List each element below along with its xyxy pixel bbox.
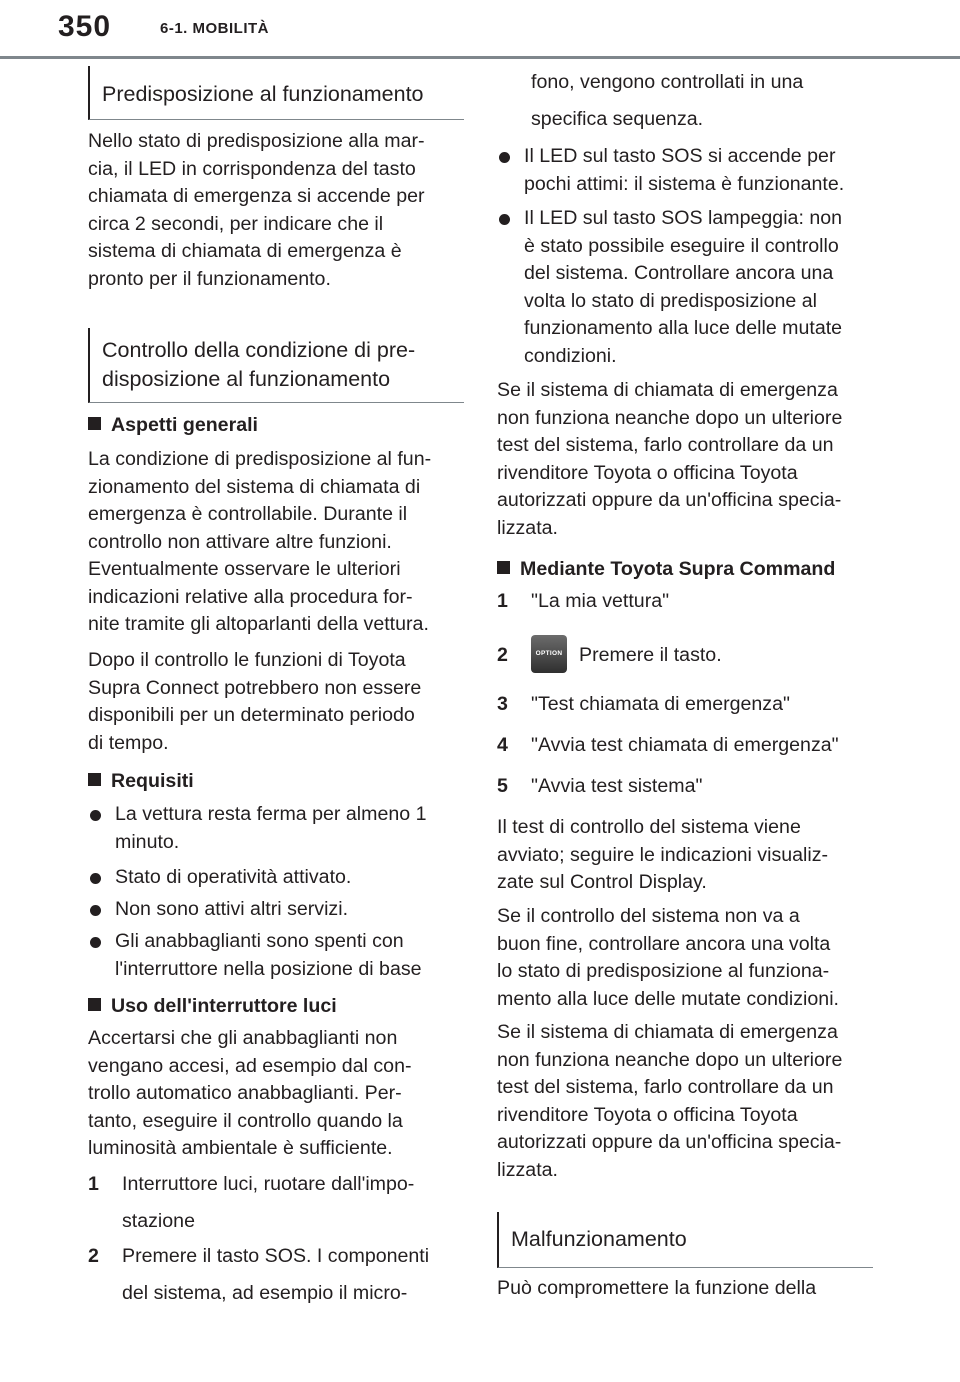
subheading-supra-command: Mediante Toyota Supra Command xyxy=(497,556,835,584)
paragraph-sos-non-funziona: Se il sistema di chiamata di emergenza non funziona neanche dopo un ulteriore test del sistema, farlo controllare da un rivenditore Toyota o officina Toyota autorizzati oppure da un'officina specia- lizzata. xyxy=(497,379,843,539)
subheading-interruttore-luci: Uso dell'interruttore luci xyxy=(88,993,337,1021)
heading-controllo: Controllo della condizione di pre- disposizione al funzionamento xyxy=(88,328,464,403)
step-number: 5 xyxy=(497,775,508,797)
list-item: Stato di operatività attivato. xyxy=(88,864,464,892)
bullet-dot-icon xyxy=(90,873,101,884)
step-number: 2 xyxy=(88,1245,99,1267)
square-bullet-icon xyxy=(88,998,101,1011)
paragraph-aspetti: La condizione di predisposizione al fun- zionamento del sistema di chiamata di emergenza è controllabile. Durante il controllo non attivare altre funzioni. Eventualmente osservare le ulteriori indicazioni relative alla procedura for- nite tramite gli altoparlanti della vettura. xyxy=(88,448,432,635)
step-number: 3 xyxy=(497,693,508,715)
header-divider xyxy=(0,56,960,59)
step-item: 1 Interruttore luci, ruotare dall'impo- stazione xyxy=(88,1166,464,1240)
paragraph-officina: Se il sistema di chiamata di emergenza non funziona neanche dopo un ulteriore test del sistema, farlo controllare da un rivenditore Toyota o officina Toyota autorizzati oppure da un'officina specia- lizzata. xyxy=(497,1021,843,1181)
step-number: 4 xyxy=(497,734,508,756)
step-item: 5 "Avvia test sistema" xyxy=(497,768,873,805)
paragraph-predisposizione: Nello stato di predisposizione alla mar- cia, il LED in corrispondenza del tasto chiamata di emergenza si accende per circa 2 secondi, per indicare che il sistema di chiamata di emergenza è pronto per il funzionamento. xyxy=(88,130,425,290)
list-item: Non sono attivi altri servizi. xyxy=(88,896,464,924)
bullet-dot-icon xyxy=(90,905,101,916)
step-item: 3 "Test chiamata di emergenza" xyxy=(497,686,873,723)
bullet-dot-icon xyxy=(90,937,101,948)
step-continuation: fono, vengono controllati in una specifica sequenza. xyxy=(531,71,804,130)
paragraph-test-avviato: Il test di controllo del sistema viene avviato; seguire le indicazioni visualiz- zate sul Control Display. xyxy=(497,816,829,893)
step-item: 2 Premere il tasto SOS. I componenti del sistema, ad esempio il micro- xyxy=(88,1238,464,1312)
page-number: 350 xyxy=(58,10,112,43)
square-bullet-icon xyxy=(88,417,101,430)
list-item: La vettura resta ferma per almeno 1 minuto. xyxy=(88,801,464,856)
step-number: 1 xyxy=(497,590,508,612)
heading-malfunzionamento: Malfunzionamento xyxy=(497,1212,873,1268)
paragraph-malfunzionamento: Può compromettere la funzione della xyxy=(497,1277,817,1299)
subheading-requisiti: Requisiti xyxy=(88,768,194,796)
paragraph-controllo-fallito: Se il controllo del sistema non va a buon fine, controllare ancora una volta lo stato di predisposizione al funziona- mento alla luce delle mutate condizioni. xyxy=(497,905,840,1010)
list-item: Il LED sul tasto SOS si accende per pochi attimi: il sistema è funzionante. xyxy=(497,143,873,198)
subheading-aspetti-generali: Aspetti generali xyxy=(88,412,258,440)
square-bullet-icon xyxy=(497,561,510,574)
heading-predisposizione: Predisposizione al funzionamento xyxy=(88,66,464,120)
paragraph-interruttore: Accertarsi che gli anabbaglianti non vengano accesi, ad esempio dal con- trollo automatico anabbaglianti. Per- tanto, eseguire il controllo quando la luminosità ambientale è sufficiente. xyxy=(88,1027,412,1159)
bullet-dot-icon xyxy=(499,152,510,163)
step-number: 1 xyxy=(88,1173,99,1195)
step-number: 2 xyxy=(497,644,508,666)
bullet-dot-icon xyxy=(499,214,510,225)
list-item: Il LED sul tasto SOS lampeggia: non è stato possibile eseguire il controllo del sistema. Controllare ancora una volta lo stato di predisposizione al funzionamento alla luce delle mutate condizioni. xyxy=(497,205,873,370)
step-item: 4 "Avvia test chiamata di emergenza" xyxy=(497,727,873,764)
list-item: Gli anabbaglianti sono spenti con l'interruttore nella posizione di base xyxy=(88,928,464,983)
square-bullet-icon xyxy=(88,773,101,786)
paragraph-supra-connect: Dopo il controllo le funzioni di Toyota Supra Connect potrebbero non essere disponibili per un determinato periodo di tempo. xyxy=(88,649,422,754)
option-button-icon: OPTION xyxy=(531,635,567,673)
page-header xyxy=(0,0,960,62)
step-item: 2 OPTION Premere il tasto. xyxy=(497,637,873,677)
section-title: 6-1. MOBILITÀ xyxy=(160,20,270,37)
bullet-dot-icon xyxy=(90,810,101,821)
step-item: 1 "La mia vettura" xyxy=(497,583,873,620)
